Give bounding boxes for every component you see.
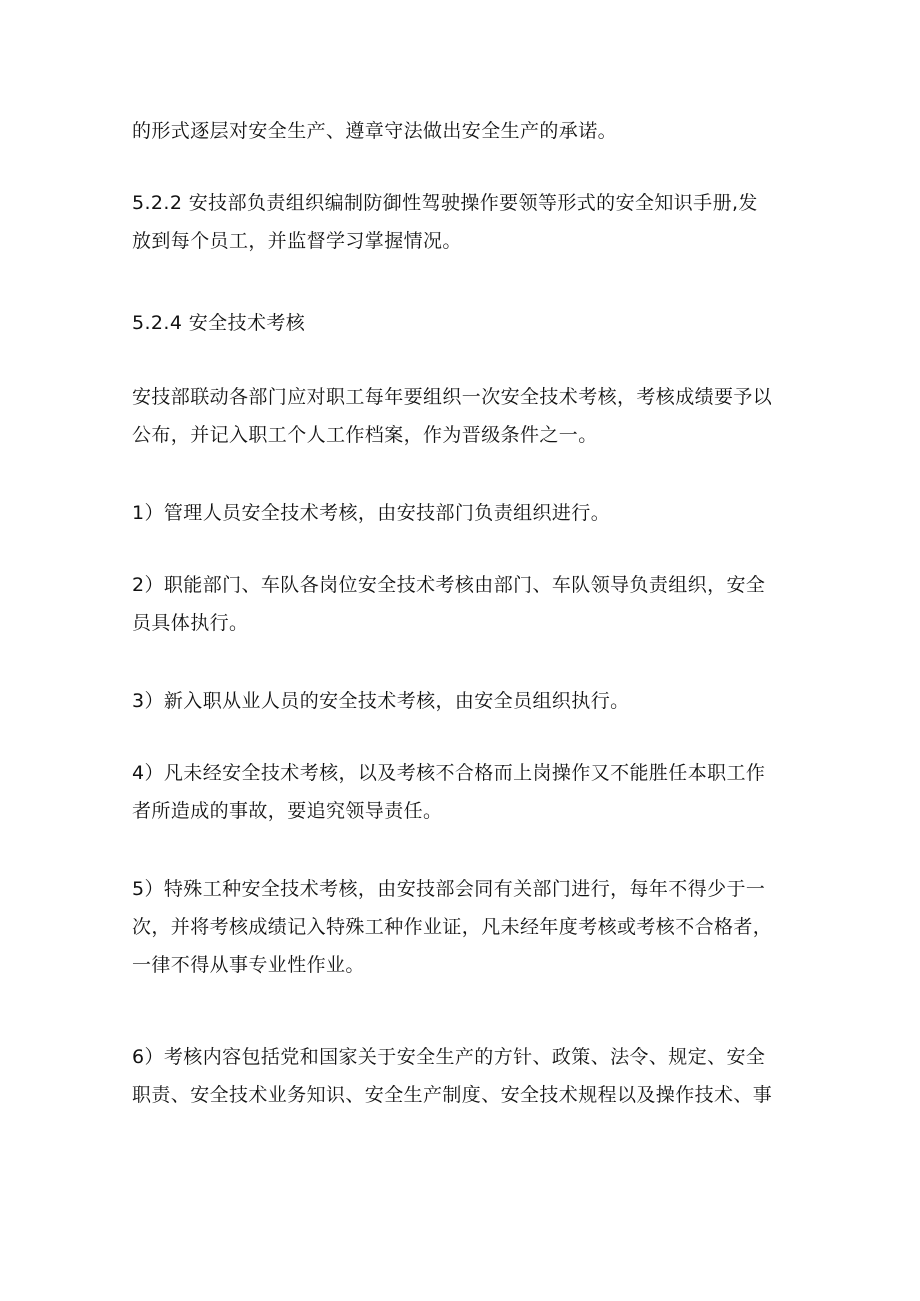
text-line: 公布，并记入职工个人工作档案，作为晋级条件之一。: [132, 424, 598, 446]
text-line: 5.2.2 安技部负责组织编制防御性驾驶操作要领等形式的安全知识手册,发: [132, 192, 758, 214]
list-item-5: [132, 870, 802, 984]
text-line: 6）考核内容包括党和国家关于安全生产的方针、政策、法令、规定、安全: [132, 1046, 766, 1068]
text-line: 员具体执行。: [132, 612, 249, 634]
text-line: 5）特殊工种安全技术考核，由安技部会同有关部门进行，每年不得少于一: [132, 878, 766, 900]
text-line: 1）管理人员安全技术考核，由安技部门负责组织进行。: [132, 502, 611, 524]
list-item-6: [132, 1038, 802, 1114]
paragraph-assessment-intro: [132, 378, 802, 454]
text-line: 5.2.4 安全技术考核: [132, 312, 306, 334]
list-item-1: [132, 494, 802, 532]
text-line: 的形式逐层对安全生产、遵章守法做出安全生产的承诺。: [132, 120, 618, 142]
text-line: 次，并将考核成绩记入特殊工种作业证，凡未经年度考核或考核不合格者，: [132, 916, 773, 938]
text-line: 3）新入职从业人员的安全技术考核，由安全员组织执行。: [132, 690, 630, 712]
paragraph-5-2-2: [132, 184, 802, 260]
text-line: 4）凡未经安全技术考核，以及考核不合格而上岗操作又不能胜任本职工作: [132, 762, 766, 784]
text-line: 安技部联动各部门应对职工每年要组织一次安全技术考核，考核成绩要予以: [132, 386, 773, 408]
text-line: 一律不得从事专业性作业。: [132, 954, 365, 976]
paragraph-commitment: [132, 112, 802, 150]
list-item-2: [132, 566, 802, 642]
text-line: 放到每个员工，并监督学习掌握情况。: [132, 230, 462, 252]
text-line: 者所造成的事故，要追究领导责任。: [132, 800, 443, 822]
text-line: 职责、安全技术业务知识、安全生产制度、安全技术规程以及操作技术、事: [132, 1084, 773, 1106]
section-heading-5-2-4: [132, 304, 802, 342]
list-item-3: [132, 682, 802, 720]
text-line: 2）职能部门、车队各岗位安全技术考核由部门、车队领导负责组织，安全: [132, 574, 766, 596]
list-item-4: [132, 754, 802, 830]
